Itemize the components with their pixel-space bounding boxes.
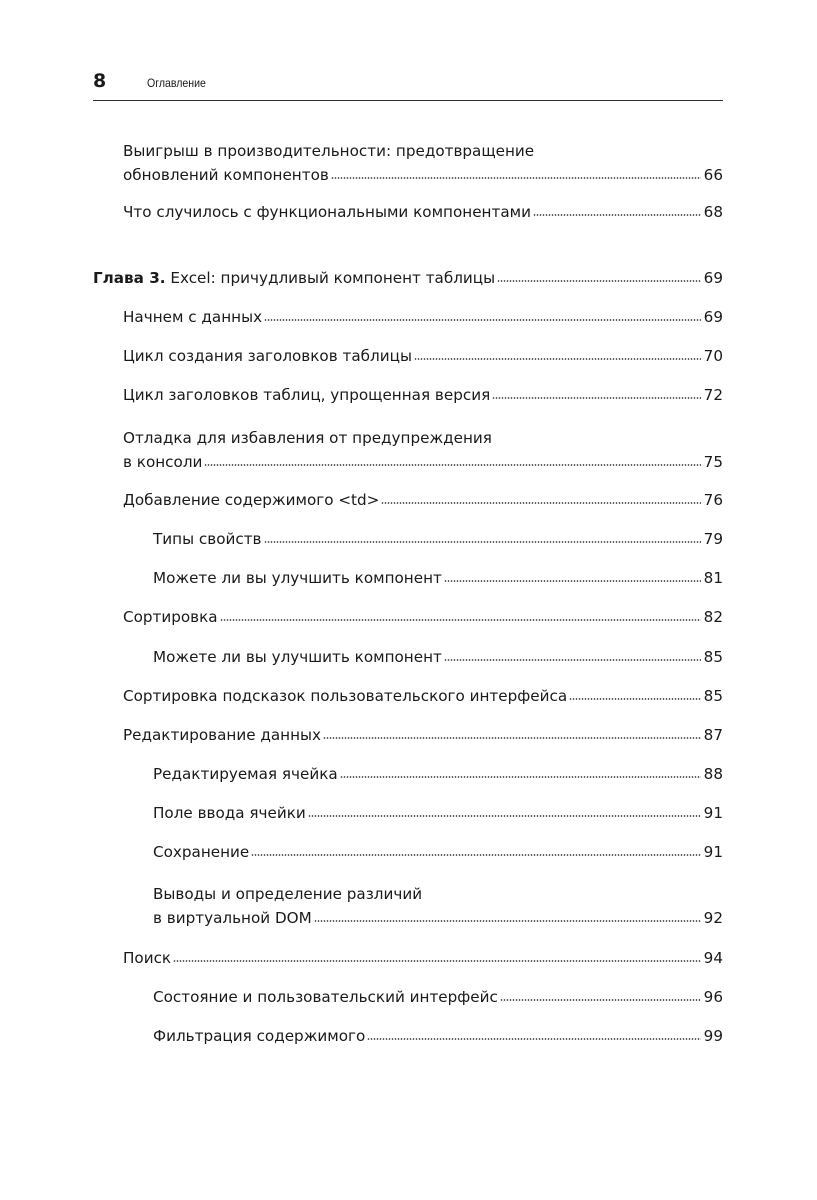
dot-leader <box>414 358 701 360</box>
entry-title-line1: Выигрыш в производительности: предотвращение <box>123 142 535 160</box>
entry-title <box>123 383 490 407</box>
dot-leader <box>569 698 701 700</box>
entry-row <box>123 305 723 329</box>
entry-page-number: 79 <box>703 530 723 548</box>
entry-row <box>123 684 723 708</box>
toc-entry[interactable] <box>123 488 723 512</box>
entry-title-text: Типы свойств <box>153 530 262 548</box>
entry-page-number: 68 <box>703 203 723 221</box>
dot-leader <box>444 659 701 661</box>
dot-leader <box>492 397 700 399</box>
dot-leader <box>533 214 701 216</box>
dot-leader <box>323 737 701 739</box>
dot-leader <box>500 999 701 1001</box>
running-header <box>93 68 723 101</box>
entry-page-number: 94 <box>703 949 723 967</box>
entry-title-text: Excel: причудливый компонент таблицы <box>165 269 496 287</box>
dot-leader <box>251 854 700 856</box>
entry-title-text: Поле ввода ячейки <box>153 804 306 822</box>
toc-entry[interactable] <box>153 645 723 669</box>
toc-entry[interactable] <box>123 946 723 970</box>
toc-entry[interactable] <box>153 801 723 825</box>
entry-title <box>153 985 498 1009</box>
entry-page-number: 69 <box>703 269 723 287</box>
entry-title-text: Редактируемая ячейка <box>153 765 338 783</box>
entry-page-number: 70 <box>703 347 723 365</box>
entry-row <box>153 645 723 669</box>
entry-title <box>123 163 329 187</box>
entry-title-text: Сортировка <box>123 608 218 626</box>
entry-row <box>153 762 723 786</box>
entry-row <box>153 985 723 1009</box>
entry-row <box>123 200 723 224</box>
entry-row <box>123 605 723 629</box>
dot-leader <box>314 920 701 922</box>
entry-title <box>153 527 262 551</box>
entry-title <box>123 723 321 747</box>
toc-entry[interactable] <box>123 139 723 187</box>
entry-title <box>153 840 249 864</box>
chapter-label: Глава 3. <box>93 269 166 287</box>
entry-row <box>153 801 723 825</box>
entry-title-text: Можете ли вы улучшить компонент <box>153 648 442 666</box>
entry-title <box>123 305 262 329</box>
entry-page-number: 87 <box>703 726 723 744</box>
entry-row <box>153 527 723 551</box>
entry-title-line1: Отладка для избавления от предупреждения <box>123 429 492 447</box>
entry-page-number: 69 <box>703 308 723 326</box>
entry-title <box>123 946 171 970</box>
entry-title <box>123 605 218 629</box>
dot-leader <box>220 619 701 621</box>
entry-title <box>153 645 442 669</box>
toc-entry[interactable] <box>123 684 723 708</box>
entry-row <box>153 1024 723 1048</box>
entry-title <box>153 1024 365 1048</box>
entry-title-text: в консоли <box>123 453 203 471</box>
entry-title <box>123 488 379 512</box>
entry-page-number: 92 <box>703 909 723 927</box>
chapter-entry[interactable] <box>93 266 723 290</box>
entry-row <box>123 946 723 970</box>
entry-row <box>123 488 723 512</box>
entry-title-text: Добавление содержимого <td> <box>123 491 380 509</box>
running-title: Оглавление <box>147 76 206 90</box>
entry-title <box>153 801 306 825</box>
entry-row <box>123 723 723 747</box>
toc-entry[interactable] <box>123 605 723 629</box>
toc-entry[interactable] <box>123 305 723 329</box>
dot-leader <box>173 960 701 962</box>
entry-title-text: Цикл заголовков таблиц, упрощенная версия <box>123 386 491 404</box>
toc-entry[interactable] <box>123 383 723 407</box>
dot-leader <box>204 464 700 466</box>
entry-row <box>123 163 723 187</box>
entry-title-text: Состояние и пользовательский интерфейс <box>153 988 498 1006</box>
entry-title-text: Начнем с данных <box>123 308 263 326</box>
entry-page-number: 91 <box>703 843 723 861</box>
entry-title <box>93 266 495 290</box>
entry-title-text: Сохранение <box>153 843 250 861</box>
entry-page-number: 81 <box>703 569 723 587</box>
toc-entry[interactable] <box>153 566 723 590</box>
dot-leader <box>340 776 701 778</box>
entry-row <box>123 344 723 368</box>
entry-page-number: 72 <box>703 386 723 404</box>
toc-entry[interactable] <box>153 527 723 551</box>
entry-page-number: 99 <box>703 1027 723 1045</box>
dot-leader <box>367 1038 700 1040</box>
entry-title <box>153 762 338 786</box>
entry-row <box>153 566 723 590</box>
entry-title <box>123 344 412 368</box>
toc-entry[interactable] <box>153 882 723 930</box>
toc-entry[interactable] <box>153 762 723 786</box>
dot-leader <box>444 580 701 582</box>
entry-title <box>153 906 312 930</box>
entry-page-number: 88 <box>703 765 723 783</box>
entry-title-line1: Выводы и определение различий <box>153 885 423 903</box>
toc-entry[interactable] <box>123 723 723 747</box>
toc-entry[interactable] <box>153 1024 723 1048</box>
entry-title <box>123 450 202 474</box>
entry-title-text: Сортировка подсказок пользовательского интерфейса <box>123 687 568 705</box>
toc-entry[interactable] <box>123 200 723 224</box>
dot-leader <box>381 502 700 504</box>
dot-leader <box>264 319 701 321</box>
entry-title-text: обновлений компонентов <box>123 166 329 184</box>
entry-page-number: 66 <box>703 166 723 184</box>
entry-page-number: 85 <box>703 648 723 666</box>
dot-leader <box>308 815 701 817</box>
toc-entry[interactable] <box>153 985 723 1009</box>
dot-leader <box>264 541 701 543</box>
entry-title <box>123 200 531 224</box>
dot-leader <box>331 177 701 179</box>
entry-page-number: 85 <box>703 687 723 705</box>
entry-title-text: Можете ли вы улучшить компонент <box>153 569 442 587</box>
entry-page-number: 96 <box>703 988 723 1006</box>
entry-page-number: 76 <box>703 491 723 509</box>
entry-title-text: Цикл создания заголовков таблицы <box>123 347 412 365</box>
entry-page-number: 91 <box>703 804 723 822</box>
entry-row <box>123 383 723 407</box>
entry-title <box>153 566 442 590</box>
entry-row <box>123 450 723 474</box>
page-number: 8 <box>93 70 107 92</box>
entry-title-text: Поиск <box>123 949 172 967</box>
toc-entry[interactable] <box>153 840 723 864</box>
entry-title <box>123 684 567 708</box>
dot-leader <box>497 280 701 282</box>
entry-title-text: в виртуальной DOM <box>153 909 312 927</box>
toc-entry[interactable] <box>123 426 723 474</box>
entry-row <box>93 266 723 290</box>
entry-title-text: Что случилось с функциональными компонентами <box>123 203 531 221</box>
entry-title-text: Фильтрация содержимого <box>153 1027 366 1045</box>
entry-title-text: Редактирование данных <box>123 726 322 744</box>
entry-row <box>153 840 723 864</box>
entry-page-number: 75 <box>703 453 723 471</box>
entry-row <box>153 906 723 930</box>
toc-entry[interactable] <box>123 344 723 368</box>
entry-page-number: 82 <box>703 608 723 626</box>
